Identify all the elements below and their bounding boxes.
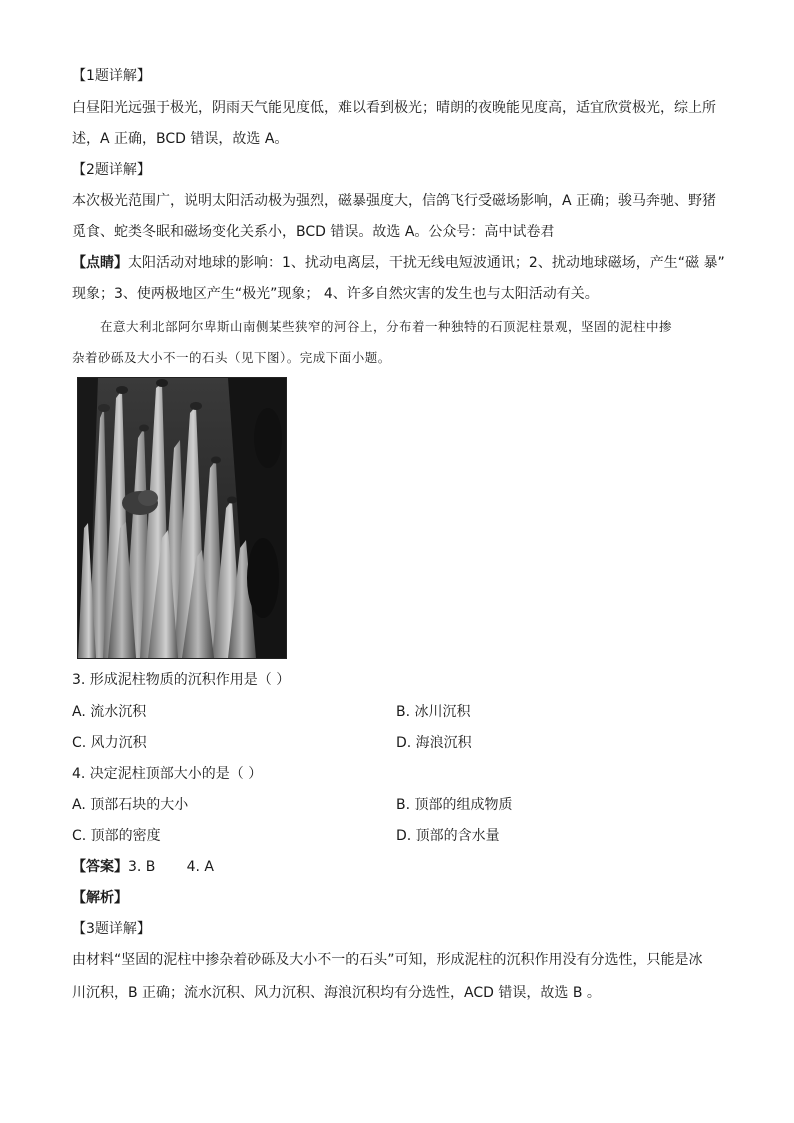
question-3-option-d: D. 海浪沉积 bbox=[396, 735, 472, 751]
question-4-option-c: C. 顶部的密度 bbox=[72, 828, 161, 844]
question-3-option-c: C. 风力沉积 bbox=[72, 735, 147, 751]
tip-text: 太阳活动对地球的影响：1、扰动电离层，干扰无线电短波通讯；2、扰动地球磁场，产生“磁 暴” bbox=[128, 255, 725, 271]
tip-line-1 bbox=[72, 253, 725, 273]
analysis-label: 【解析】 bbox=[72, 890, 128, 906]
q1-text-line-1: 白昼阳光远强于极光，阴雨天气能见度低，难以看到极光；晴朗的夜晚能见度高，适宜欣赏极光，综上所 bbox=[72, 100, 716, 116]
question-3-stem: 3. 形成泥柱物质的沉积作用是（ ） bbox=[72, 672, 291, 688]
q3-heading: 【3题详解】 bbox=[72, 921, 151, 937]
tip-text-line-2: 现象；3、使两极地区产生“极光”现象； 4、许多自然灾害的发生也与太阳活动有关。 bbox=[72, 286, 599, 302]
tip-label: 【点睛】 bbox=[72, 255, 128, 271]
question-3-option-b: B. 冰川沉积 bbox=[396, 704, 471, 720]
q2-text-line-2: 觅食、蛇类冬眠和磁场变化关系小，BCD 错误。故选 A。公众号：高中试卷君 bbox=[72, 224, 555, 240]
question-4-option-a: A. 顶部石块的大小 bbox=[72, 797, 189, 813]
q3-text-line-2: 川沉积，B 正确；流水沉积、风力沉积、海浪沉积均有分选性，ACD 错误，故选 B 。 bbox=[72, 985, 601, 1001]
answer-line bbox=[72, 857, 214, 877]
q2-heading: 【2题详解】 bbox=[72, 162, 151, 178]
q2-text-line-1: 本次极光范围广，说明太阳活动极为强烈，磁暴强度大，信鸽飞行受磁场影响，A 正确；骏马奔驰、野猪 bbox=[72, 193, 717, 209]
q3-text-line-1: 由材料“坚固的泥柱中掺杂着砂砾及大小不一的石头”可知，形成泥柱的沉积作用没有分选性，只能是冰 bbox=[72, 952, 703, 968]
q1-text-line-2: 述，A 正确，BCD 错误，故选 A。 bbox=[72, 131, 289, 147]
answer-label: 【答案】 bbox=[72, 859, 128, 875]
question-4-option-d: D. 顶部的含水量 bbox=[396, 828, 500, 844]
question-4-option-b: B. 顶部的组成物质 bbox=[396, 797, 513, 813]
question-3-option-a: A. 流水沉积 bbox=[72, 704, 147, 720]
material-line-1: 在意大利北部阿尔卑斯山南侧某些狭窄的河谷上，分布着一种独特的石顶泥柱景观，坚固的泥柱中掺 bbox=[100, 319, 673, 334]
question-4-stem: 4. 决定泥柱顶部大小的是（ ） bbox=[72, 766, 263, 782]
answer-text: 3. B 4. A bbox=[128, 859, 214, 875]
material-line-2: 杂着砂砾及大小不一的石头（见下图）。完成下面小题。 bbox=[72, 350, 391, 365]
earth-pyramids-photo bbox=[77, 377, 287, 659]
q1-heading: 【1题详解】 bbox=[72, 68, 151, 84]
